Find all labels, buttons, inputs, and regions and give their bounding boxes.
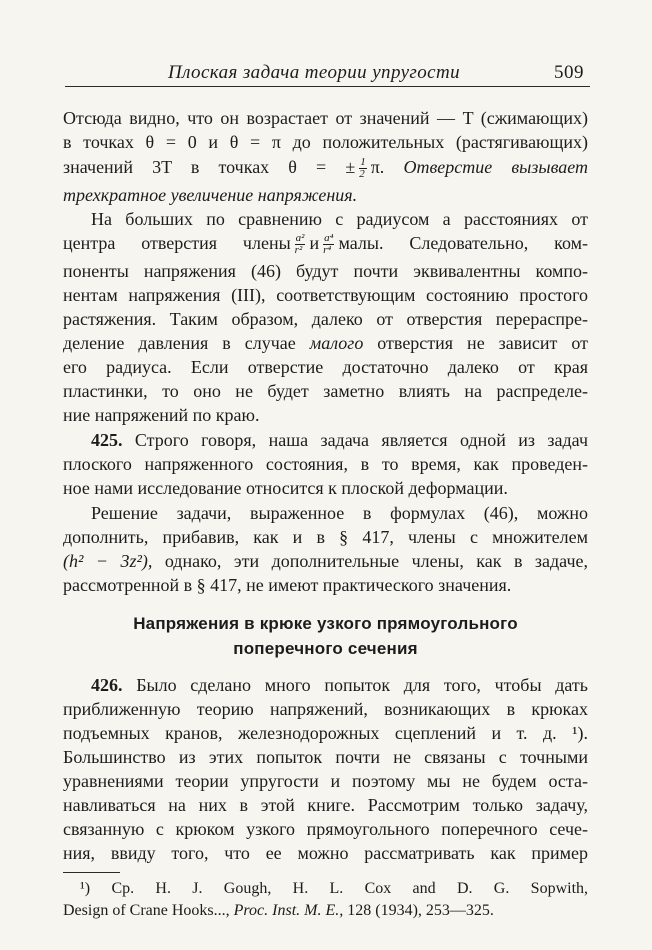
text-line: трехкратное увеличение напряжения. (63, 185, 358, 205)
fraction (323, 233, 334, 256)
fraction-numerator: 1 (360, 156, 366, 169)
text-fragment: Строго говоря, наша задача является одной из задач (134, 430, 589, 450)
text-line: рассмотренной в § 417, не имеют практического значения. (63, 575, 512, 595)
text-line: дополнить, прибавив, как и в § 417, члены с множителем (63, 527, 588, 547)
section-title-line2: поперечного сечения (233, 639, 418, 658)
section-title-line1: Напряжения в крюке узкого прямоугольного (133, 614, 518, 633)
fraction-numerator: a⁴ (324, 232, 334, 245)
text-line: нентам напряжения (III), соответствующим состоянию простого (63, 285, 588, 305)
text-line: Большинство из этих попыток почти не связаны с точными (63, 747, 588, 767)
text-line: ное нами исследование относится к плоской деформации. (63, 478, 508, 498)
text-fragment: Было сделано много попыток для того, чтобы дать (136, 675, 588, 695)
text-line: Решение задачи, выраженное в формулах (46), можно (91, 503, 588, 523)
text-line (63, 549, 588, 573)
text-line: ние напряжений по краю. (63, 405, 260, 425)
journal-name: Proc. Inst. M. E., (233, 902, 344, 919)
text-fragment: малы. Следовательно, ком- (338, 233, 588, 253)
paragraph-number: 426. (91, 675, 123, 695)
text-line: подъемных кранов, железнодорожных сцеплений и т. д. ¹). (63, 723, 588, 743)
text-fragment: центра отверстия члены (63, 233, 291, 253)
formula: (h² − 3z²), (63, 551, 153, 571)
text-line: поненты напряжения (46) будут почти эквивалентны компо- (63, 261, 588, 281)
text-line: навливаться на них в этой книге. Рассмотрим только задачу, (63, 795, 588, 815)
footnote-line (80, 878, 588, 900)
text-line: растяжения. Таким образом, далеко от отверстия перераспре- (63, 309, 588, 329)
text-fragment: π. (370, 157, 385, 177)
text-fragment: однако, эти дополнительные члены, как в задаче, (164, 551, 588, 571)
text-fragment: и (309, 233, 320, 253)
text-fragment: 128 (1934), 253—325. (347, 902, 494, 919)
fraction-denominator: r² (294, 244, 303, 257)
text-fragment: значений 3T в точках θ = ± (63, 157, 356, 177)
text-line: в точках θ = 0 и θ = π до положительных (растягивающих) (63, 132, 588, 152)
fraction (359, 157, 367, 180)
emphasis: Отверстие вызывает (403, 157, 589, 177)
fraction (295, 233, 306, 256)
footnote-rule (63, 872, 120, 873)
footnote-marker: ¹) (80, 880, 91, 897)
running-title: Плоская задача теории упругости (168, 62, 460, 83)
text-line (63, 155, 588, 183)
footnote-line (63, 900, 588, 922)
text-fragment: Ср. H. J. Gough, H. L. Cox and D. G. Sopwith, (111, 880, 589, 897)
text-line: приближенную теорию напряжений, возникающих в крюках (63, 699, 588, 719)
text-line: На больших по сравнению с радиусом a расстояниях от (91, 209, 588, 229)
running-header (65, 62, 590, 87)
text-fragment: отверстия не зависит от (377, 333, 588, 353)
page-number: 509 (554, 62, 584, 83)
text-line (63, 331, 588, 355)
text-line: пластинки, то оно не будет заметно влиять на распределе- (63, 381, 588, 401)
paragraph-number: 425. (91, 430, 123, 450)
text-fragment: деление давления в случае (63, 333, 296, 353)
emphasis: малого (309, 333, 364, 353)
text-fragment: Design of Crane Hooks..., (63, 902, 230, 919)
text-line: связанную с крюком узкого прямоугольного поперечного сече- (63, 819, 588, 839)
fraction-numerator: a² (295, 232, 305, 245)
text-line (63, 231, 588, 259)
text-line (91, 673, 588, 697)
fraction-denominator: 2 (359, 168, 365, 181)
text-line: ния, ввиду того, что ее можно рассматривать как пример (63, 843, 588, 863)
text-line: плоского напряженного состояния, в то время, как проведен- (63, 454, 588, 474)
text-line (91, 428, 588, 452)
fraction-denominator: r⁴ (323, 244, 332, 257)
text-line: уравнениями теории упругости и поэтому мы не будем оста- (63, 771, 588, 791)
text-line: его радиуса. Если отверстие достаточно далеко от края (63, 357, 588, 377)
text-line: Отсюда видно, что он возрастает от значений — T (сжимающих) (63, 108, 588, 128)
